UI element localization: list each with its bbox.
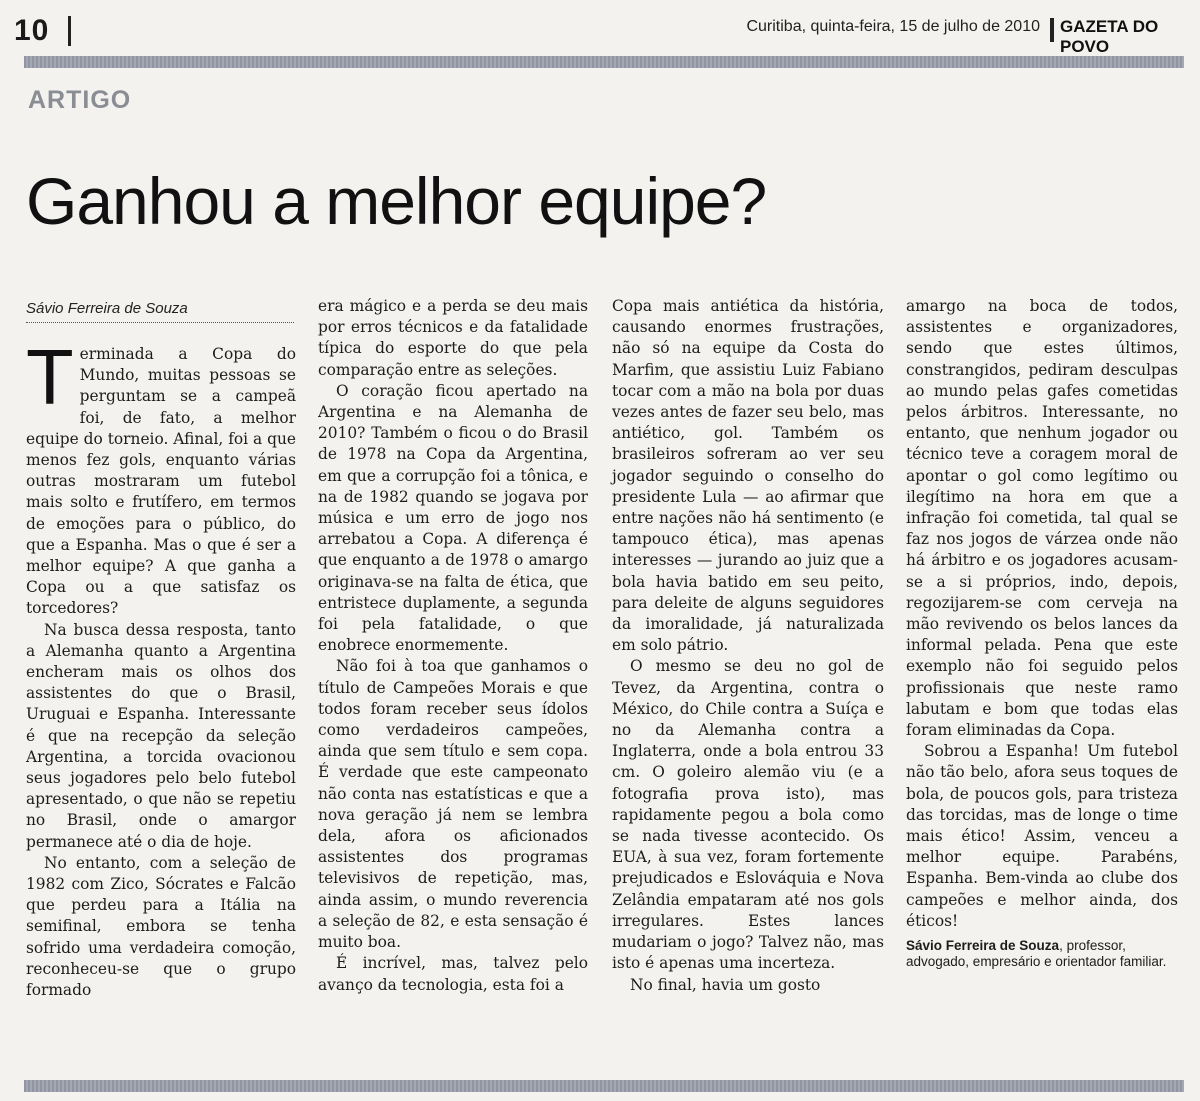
article-paragraph: amargo na boca de todos, assistentes e organizadores, sendo que estes últimos, constrangidos, pediram desculpas ao mundo pelas gafes cometidas pelos árbitros. Interessante, no entanto, que nenhum jogador ou técnico teve a coragem moral de apontar o gol como legítimo ou ilegítimo na hora em que a infração foi cometida, tal qual se faz nos jogos de várzea onde não há árbitro e os jogadores acusam-se a si próprios, indo, depois, regozijarem-se com cerveja na mão revivendo os belos lances da informal pelada. Pena que este exemplo não foi seguido pelos profissionais que neste ramo labutam e bom que todas elas foram eliminadas da Copa. <box>906 297 1178 740</box>
article-paragraph: O coração ficou apertado na Argentina e na Alemanha de 2010? Também o ficou o do Brasil de 1978 na Copa da Argentina, em que a corrupção foi a tônica, e na de 1982 quando se jogava por música e um erro de jogo nos arrebatou a Copa. A diferença é que enquanto a de 1978 o amargo originava-se na falta de ética, que entristece duplamente, a segunda foi pela fatalidade, o que enobrece enormemente. <box>318 381 588 655</box>
drop-cap: T <box>26 333 74 421</box>
author-signature <box>906 938 1178 970</box>
newspaper-brand: GAZETA DO POVO <box>1060 17 1159 56</box>
byline-rule <box>26 322 294 323</box>
bottom-rule <box>24 1080 1184 1092</box>
article-column-1 <box>26 333 296 1001</box>
article-paragraph: É incrível, mas, talvez pelo avanço da tecnologia, esta foi a <box>318 954 588 994</box>
brand-divider <box>1050 18 1054 42</box>
signature-role: , professor, advogado, empresário e orientador familiar. <box>906 938 1167 970</box>
top-rule <box>24 56 1184 68</box>
page-number: 10 <box>14 14 50 47</box>
article-paragraph: Sobrou a Espanha! Um futebol não tão belo, afora seus toques de bola, de poucos gols, para tristeza das torcidas, mas de longe o time mais ético! Assim, venceu a melhor equipe. Parabéns, Espanha. Bem-vinda ao clube dos campeões e melhor ainda, dos éticos! <box>906 742 1178 930</box>
article-column-4 <box>906 296 1178 970</box>
signature-name: Sávio Ferreira de Souza <box>906 938 1060 954</box>
headline: Ganhou a melhor equipe? <box>26 164 767 238</box>
article-column-3 <box>612 296 884 996</box>
article-paragraph: No final, havia um gosto <box>630 975 821 994</box>
article-paragraph: O mesmo se deu no gol de Tevez, da Argentina, contra o México, do Chile contra a Suíça e no da Alemanha contra a Inglaterra, onde a bola entrou 33 cm. O goleiro alemão viu (e a fotografia prova isto), mas rapidamente pegou a bola como se nada tivesse acontecido. Os EUA, à sua vez, foram fortemente prejudicados e Eslováquia e Nova Zelândia empataram até nos gols irregulares. Estes lances mudariam o jogo? Talvez não, mas isto é apenas uma incerteza. <box>612 657 884 973</box>
article-column-2 <box>318 296 588 996</box>
article-paragraph: Na busca dessa resposta, tanto a Alemanha quanto a Argentina encheram mais os olhos dos assistentes do que o Brasil, Uruguai e Espanha. Interessante é que na recepção da seleção Argentina, a torcida ovacionou seus jogadores pelo belo futebol apresentado, o que não se repetiu no Brasil, onde o amargor permanece até o dia de hoje. <box>26 620 296 851</box>
byline: Sávio Ferreira de Souza <box>26 300 188 317</box>
page-number-divider <box>68 16 71 46</box>
article-paragraph: Copa mais antiética da história, causando enormes frustrações, não só na equipe da Costa do Marfim, que assistiu Luiz Fabiano tocar com a mão na bola por duas vezes antes de fazer seu belo, mas antiético, gol. Também os brasileiros sofreram ao ver seu jogador seguindo o conselho do presidente Lula — ao afirmar que entre nações não há sentimento (e tampouco ética), mas apenas interesses — jurando ao juiz que a bola havia batido em seu peito, para deleite de alguns seguidores da imoralidade, já naturalizada em solo pátrio. <box>612 297 884 655</box>
article-paragraph: Não foi à toa que ganhamos o título de Campeões Morais e que todos foram receber seus ídolos como verdadeiros campeões, ainda que sem título e sem copa. É verdade que este campeonato não conta nas estatísticas e que a nova geração já nem se lembra dela, afora os aficionados assistentes dos programas televisivos de repetição, mas, ainda assim, o mundo reverencia a seleção de 82, e esta sensação é muito boa. <box>318 657 588 952</box>
section-label: ARTIGO <box>28 86 132 114</box>
article-paragraph: Terminada a Copa do Mundo, muitas pessoas se perguntam se a campeã foi, de fato, a melhor equipe do torneio. Afinal, foi a que menos fez gols, enquanto várias outras mostraram um futebol mais solto e frutífero, em termos de emoções para o público, do que a Espanha. Mas o que é ser a melhor equipe? A que ganha a Copa ou a que satisfaz os torcedores? <box>26 333 296 618</box>
article-paragraph: era mágico e a perda se deu mais por erros técnicos e da fatalidade típica do esporte do que pela comparação entre as seleções. <box>318 297 588 379</box>
dateline: Curitiba, quinta-feira, 15 de julho de 2010 <box>746 18 1040 35</box>
article-paragraph: No entanto, com a seleção de 1982 com Zico, Sócrates e Falcão que perdeu para a Itália na semifinal, embora se tenha sofrido uma verdadeira comoção, reconheceu-se que o grupo formado <box>26 853 296 1000</box>
page-header <box>0 0 1200 56</box>
